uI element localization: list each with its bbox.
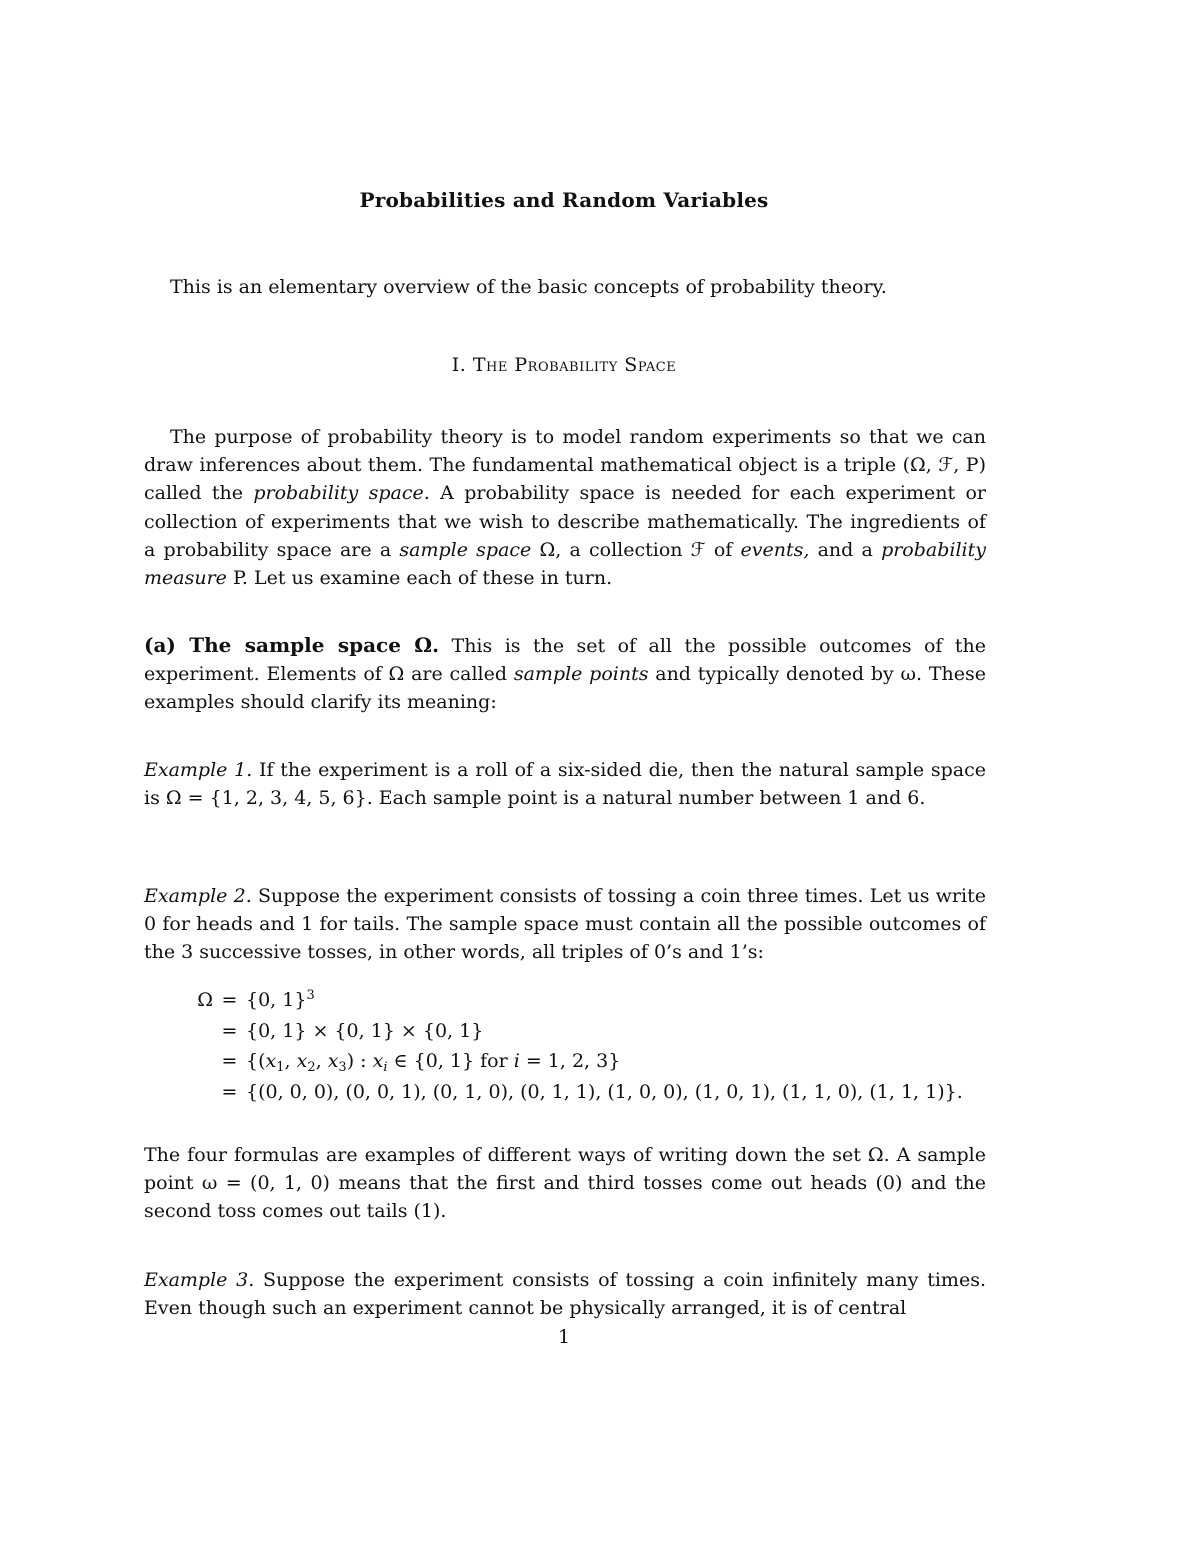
math-variable: x: [265, 1050, 277, 1072]
page-number: 1: [557, 1326, 571, 1348]
example-3-paragraph: [144, 1266, 986, 1322]
subscript: 3: [338, 1060, 347, 1075]
math-variable: i: [513, 1050, 520, 1072]
paragraph-text: The purpose of probability theory is to model random experiments so that we can draw inferences about them. The fundamental mathematical object is a triple (Ω, ℱ, P) called the: [144, 426, 986, 505]
subscript: i: [383, 1060, 388, 1075]
math-variable: x: [327, 1050, 339, 1072]
equation-text: ) :: [346, 1050, 373, 1072]
equation-text: {0, 1}: [246, 989, 307, 1011]
paragraph-text: This is the set of all the possible outcomes of the experiment. Elements of Ω are called: [144, 635, 987, 686]
equation-row: [190, 1016, 963, 1047]
equation-text: ,: [284, 1050, 297, 1072]
page-title: Probabilities and Random Variables: [359, 188, 769, 212]
intro-text: This is an elementary overview of the basic concepts of probability theory.: [170, 276, 887, 298]
paragraph-text: A probability space is needed for each experiment or collection of experiments that we wish to describe mathematically. The ingredients of a probability space are a: [144, 482, 986, 561]
equation-text: ∈ {0, 1} for: [387, 1050, 514, 1072]
purpose-paragraph: [144, 423, 986, 592]
subscript: 2: [307, 1060, 316, 1075]
equation-row: [190, 985, 963, 1016]
paragraph-text: Suppose the experiment consists of tossing a coin infinitely many times. Even though such an experiment cannot be physically arranged, it is of central: [144, 1269, 986, 1320]
equals-sign: =: [221, 1050, 238, 1072]
subsection-heading: (a) The sample space Ω.: [144, 633, 440, 657]
example-label: Example 1.: [144, 759, 253, 781]
equals-sign: =: [221, 1080, 238, 1103]
subscript: 1: [276, 1060, 285, 1075]
formulas-explanation-paragraph: The four formulas are examples of different ways of writing down the set Ω. A sample point ω = (0, 1, 0) means that the first and third tosses come out heads (0) and the second toss comes out tails (1).: [144, 1144, 986, 1223]
equals-sign: =: [221, 1019, 238, 1042]
example-2-paragraph: [144, 882, 986, 967]
equation-block: [190, 985, 963, 1107]
math-variable: x: [372, 1050, 384, 1072]
equation-rhs: [246, 985, 315, 1016]
equation-text: {(: [246, 1050, 266, 1072]
paragraph-text: Suppose the experiment consists of tossing a coin three times. Let us write 0 for heads and 1 for tails. The sample space must contain all the possible outcomes of the 3 successive tosses, in other words, all triples of 0’s and 1’s:: [144, 885, 986, 964]
equation-lhs: Ω: [197, 989, 213, 1011]
equation-rhs: {0, 1} × {0, 1} × {0, 1}: [246, 1019, 484, 1042]
emphasis-term: sample space: [399, 538, 532, 561]
equation-row: [190, 1046, 963, 1077]
paragraph-text: Ω, a collection ℱ of: [531, 538, 741, 561]
paragraph-text: P. Let us examine each of these in turn.: [226, 567, 613, 590]
equation-row: [190, 1077, 963, 1108]
section-heading: I. The Probability Space: [451, 354, 677, 376]
example-label: Example 2.: [144, 885, 252, 907]
exponent: 3: [306, 988, 315, 1003]
math-variable: x: [296, 1050, 308, 1072]
equation-text: = 1, 2, 3}: [519, 1050, 621, 1072]
emphasis-term: probability measure: [144, 538, 986, 590]
example-label: Example 3.: [144, 1269, 255, 1291]
intro-paragraph: [144, 273, 986, 301]
paragraph-text: If the experiment is a roll of a six-sided die, then the natural sample space is Ω = {1, 2, 3, 4, 5, 6}. Each sample point is a natural number between 1 and 6.: [144, 759, 986, 810]
emphasis-term: probability space.: [253, 482, 430, 505]
emphasis-term: events,: [740, 538, 810, 561]
equation-rhs: [246, 1046, 620, 1077]
paragraph-text: and a: [809, 538, 882, 561]
equals-sign: =: [221, 989, 238, 1011]
equation-rhs: {(0, 0, 0), (0, 0, 1), (0, 1, 0), (0, 1, 1), (1, 0, 0), (1, 0, 1), (1, 1, 0), (1, 1, 1)}.: [246, 1080, 963, 1103]
example-1-paragraph: [144, 756, 986, 812]
sample-space-paragraph: [144, 631, 986, 717]
paragraph-text: and typically denoted by ω. These examples should clarify its meaning:: [144, 663, 986, 714]
equation-text: ,: [315, 1050, 328, 1072]
emphasis-term: sample points: [513, 663, 649, 686]
